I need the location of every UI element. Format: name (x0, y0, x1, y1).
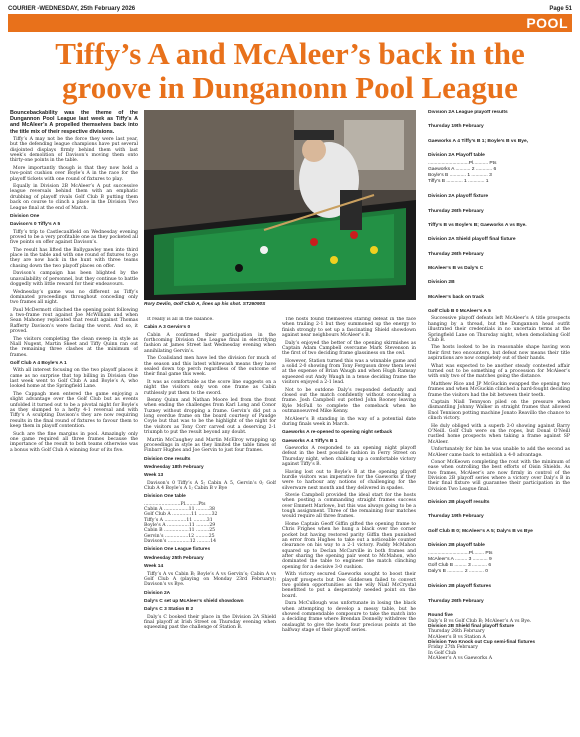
fixture-line: Friday 27th February (428, 645, 478, 651)
table-row: Daly’s B ............ 2 ........... 0 (428, 569, 488, 575)
table-row: Golf Club B ......... 3 ........... 6 (428, 563, 492, 569)
lead-paragraph: Bouncebackability was the theme of the Dungannon Pool League last week as Tiffy’s A and McAleer’s A propelled themselves back into the title mix of their respective divisions. (10, 110, 138, 135)
table-row: Tiffy’s A ...............11 .........31 (144, 517, 213, 523)
results-heading: Gaeworks A 4 Tiffy’s B 1; Boyle’s B vs Bye, (428, 138, 529, 144)
paragraph: Martin McCaughey and Martin McElroy wrapping up proceedings in style as they limited the table times of Finbarr Hughes and Joe Gervin to just four frames. (144, 437, 276, 454)
paragraph: Unfortunately for him he was unable to add the second as McAleer came back to establish a 4-0 advantage. (428, 447, 570, 458)
results-heading: Tiffy’s B vs Boyle’s B; Gaeworks A vs Bye. (428, 223, 527, 229)
subheading: Division One (10, 213, 40, 219)
results-heading: Division 2A Playoff table (428, 153, 485, 159)
results-heading: Division 2A playoff fixture (428, 194, 489, 200)
subheading: Wednesday 18th February (144, 465, 204, 470)
paragraph: More importantly though is that they now hold a two-point cushion over Boyle’s A in the race for the playoff tickets with one round of fixtures to play. (10, 165, 138, 182)
subheading: Golf Club B 0 McAleer’s A 5 (428, 309, 491, 315)
paragraph: With victory secured Gaeworks sought to boost their playoff prospects but Dee Giddersen failed to convert two golden opportunities as the wily Niall McCrystal benefitted to put a desperately needed point on the board. (282, 572, 416, 599)
fixture-line: Daly’s B vs Golf Club B; McAleer’s A vs Bye. (428, 618, 532, 624)
table-row: ..............................Pl........... Pts (428, 161, 497, 167)
fixture-line: McAleer’s B vs Station A (428, 634, 486, 640)
article-column-1 (10, 110, 138, 730)
fixture-line: Round five (428, 613, 453, 619)
paragraph: Successive playoff defeats left McAleer’s A title prospects hanging by a thread, but the Dungannon head outfit illustrated their credentials in no uncertain terms at the Springfield Lane on Thursday night, when demolishing Golf Club B. (428, 316, 570, 343)
page-header (8, 4, 572, 14)
results-heading: Division 2A Shield playoff final fixture (428, 237, 516, 243)
paragraph: However, Station turned this was a winnable game and a solid 2-0 showing from Tony Ferguson drew them level at the expense of Brian Waugh and when Hugh Ramsay squeezed out Andy Waugh in a tense deciding frame the visitors enjoyed a 2-1 lead. (282, 358, 416, 386)
results-heading: Division 2B (428, 280, 455, 286)
paragraph: Paul McDermott clinched the opening point following a two-frame rout against Joe McWilliam and when Sean Mahoney replicated that result against Thomas Rafferty Davison’s were facing the worst. And so, it proved. (10, 307, 138, 335)
paragraph: Wednesday’s game was no different as Tiffy’s dominated proceedings throughout conceding only two frames all night. (10, 289, 138, 306)
table-row: ..............................Pl........ Pts (428, 551, 493, 557)
article-column-3 (282, 317, 416, 727)
paragraph: Tiffy’s trip to Castlecaulfield on Wednesday evening proved to be a very profitable one as they pocketed all five points on offer against Davison’s. (10, 229, 138, 246)
paragraph: What was expected to be another steady contested affair turned out to be something of a procession for McAleer’s with only two of the matches going the distance. (428, 363, 570, 380)
results-heading: Thursday 26th February (428, 598, 484, 604)
results-heading: McAleer’s B vs Daly’s C (428, 266, 484, 272)
subheading: Cabin A 3 Gervin’s 0 (144, 325, 191, 331)
subheading: Wednesday 25th February (144, 555, 204, 561)
table-row: Davison’s ...............12 .........14 (144, 539, 217, 545)
paragraph: Dara McCullough was unfortunate in losing the black when attempting to develop a messy table, but he showed commendable composure to take the match into a deciding frame where Brendan Donnelly withdrew the onslaught to give the hosts four precious points at the halfway stage of their playoff series. (282, 601, 416, 633)
paragraph: Daly’s enjoyed the better of the opening skirmishes as Captain Adam Campbell overcame Mark Stevenson in the first of two deciding frame glassiness on the owl. (282, 340, 416, 357)
paragraph: The Cappagh men entered the game enjoying a slight advantage over the Golf Club but as events unfolded it turned out to be a pivotal night for Boyle’s as they slumped to a hefty 4-1 reversal and with Tiffy’s A sculpting Davison’s they are now requiring results in the final round of fixtures to favour them to keep them in playoff contention. (10, 391, 138, 429)
section-bar (8, 14, 572, 32)
playoff-table-2b (428, 551, 570, 575)
paragraph: Captain Niall Tennyson piled on the pressure when dismantling Johnny Walker in straight frames that allowed Enol Tennison potting machine Jonato Reavillo the chance to clinch victory. (428, 400, 570, 422)
results-heading: Thursday 26th February (428, 208, 484, 214)
page-number: Page 51 (549, 6, 572, 12)
paragraph: McAleer’s B standing in the way of a potential date during finals week in March. (282, 416, 416, 427)
paragraph: The hosts found themselves staring defeat in the face when trailing 2-1 but they summoned up the energy to finish strongly to set up a fascinating Shield showdown against near neighbours McAleer’s B. (282, 317, 416, 339)
table-row: Golf Club A .............11 .........32 (144, 512, 218, 518)
table-row: McAleer’s A ......... 3 ........... 9 (428, 557, 492, 563)
paragraph: Home Captain Geoff Giffin gifted the opening frame to Chris Frighes when he hung a black over the corner pocket but having restored parity Giffin then punished an error from Hughes to take out a noticeable counter clearance on his way to a 2-1 victory. Paddy McMahon squared up to Declan McCarville in both frames and after sharing the opening pair went to McMahon, who dominated the table to engineer the match clinching opening for a decisive 3-0 cushion. (282, 522, 416, 570)
subheading: Division 2A (144, 590, 171, 596)
article-column-2 (144, 317, 276, 727)
subheading: Division One table (144, 494, 186, 500)
subheading: Gaeworks A 4 Tiffy’s B 1 (282, 438, 338, 444)
subheading: Daly’s C 3 Station B 2 (144, 607, 194, 613)
paragraph: Gaeworks A responded to an opening night playoff defeat in the best possible fashion in Ferry Street on Thursday night, when chalking up a comfortable victory against Tiffy’s B. (282, 445, 416, 467)
fixture-line: In Golf Club (428, 650, 457, 656)
results-heading: Division 2B playoff fixtures (428, 584, 492, 590)
table-row: Boyle’s A ...............11 .........29 (144, 523, 216, 529)
results-heading: Thursday 19th February (428, 124, 484, 130)
subheading: Daly’s C set up McAleer’s shield showdown (144, 598, 244, 604)
paragraph: Benny Quinn and Nathan Moore led from the front when ending the challenges from Karl Long and Conor Tuzney without dropping a frame. Gervin’s did put a long overdue frame on the board courtesy of Paudge Coyle but that was to be the highlight of the night for the visitors as Tony Corr carved out a deserving 2-1 triumph to put the result beyond any doubt. (144, 398, 276, 436)
table-row: Cabin B .................11 .........25 (144, 528, 216, 534)
paragraph: The visitors completing the clean sweep in style as Niall Nugent, Martin Skeet and Tiffy Quinn ran out the remaining three clashes at the minimum of frames. (10, 336, 138, 358)
paragraph: The result has lifted the Ballygawley men into third place in the table and with one round of fixtures to go they are now back in the hunt with three teams chasing down the two playoff places on offer. (10, 247, 138, 269)
headline: Tiffy’s A and McAleer’s back in the groove in Dunganonn Pool League (55, 36, 525, 105)
publication-date: COURIER -WEDNESDAY, 25th February 2026 (8, 6, 136, 12)
photo-caption: Rory Devlin, Golf Club A, lines up his shot. ST26090S (144, 302, 266, 307)
paragraph: With all interest focusing on the two playoff places it came as no surprise that top billing in Division One last week went to Golf Club A and Boyle’s A, who looked home at the Springfield Lane. (10, 368, 138, 390)
paragraph: Daly’s C booked their place in the Division 2A Shield final playoff at Irish Street on Thursday evening when squeezing past the challenge of Station B. (144, 614, 276, 631)
fixture-line: Division Two Knock out Cup semi-final fixtures (428, 639, 536, 645)
paragraph: The Coalisland men have led the division for much of the season and this latest whitewash means they have sealed down top perch regardless of the outcome of their final game this week. (144, 356, 276, 378)
fixture-line: Thursday 26th February (428, 629, 485, 635)
results-heading: McAleer’s back on track (428, 294, 484, 300)
subheading: Division One results (144, 456, 191, 462)
subheading: Gaeworks A re-opened to opening night setback (282, 430, 392, 436)
table-row: .........................Pl.........Pts (144, 501, 206, 507)
table-row: Gervin’s ................12 .........25 (144, 533, 215, 539)
pool-photo (144, 110, 416, 300)
results-heading: Thursday 26th February (428, 251, 484, 257)
table-row: Gaeworks A ........... 2 ............ 6 (428, 167, 497, 173)
playoff-table-2a (428, 161, 570, 185)
results-heading: Division 2B playoff results (428, 500, 490, 506)
paragraph: It was as comfortable as the score line suggests on a night the visitors only won one frame as Cabin ruthlessly put them to the sword. (144, 379, 276, 396)
paragraph: Davison’s campaign has been blighted by the unavailability of personnel, but they continue to battle doggedly with little reward for their endeavours. (10, 271, 138, 287)
paragraph: Davison’s 0 Tiffy’s A 5; Cabin A 5, Gervin’s 0; Golf Club A 4 Boyle’s A 1; Cabin B v Bye (144, 480, 276, 492)
paragraph: Tiffy’s A may not be the force they were last year, but the defending league champions have put several disjointed displays firmly behind them with last week’s demolition of Davison’s moving them onto thirty-one points in the table. (10, 137, 138, 164)
subheading: Davison’s 0 Tiffy’s A 5 (10, 222, 61, 228)
paragraph: Matthew Rice and JP McGuckin swapped the opening two frames and when McGuckin clinched a hard-fought deciding frame the visitors had the bit between their teeth. (428, 381, 570, 398)
paragraph: Tiffy’s A vs Cabin B; Boyle’s A vs Gervin’s; Cabin A vs Golf Club A (playing on Monday 23rd February); Davison’s vs Bye. (144, 571, 276, 588)
paragraph: Not to be outdone Daly’s responded defiantly and closed out the match confidently without conceding a frame. Josh Campbell out potted John Rooney leaving Kyle McFall to complete the comeback when he outmanoeuvred Mike Kenny. (282, 387, 416, 415)
paragraph: Equally in Division 2B McAleer’s A put successive league reversals behind them with an emphatic drubbing of playoff rivals Golf Club B putting them back on course to clinch a place in the Division Two League final at the end of March. (10, 184, 138, 211)
paragraph: Such are the fine margins in pool. Amazingly only one game required all three frames because the importance of the result to both teams otherwise was a bonus with Golf Club A winning four of its five. (10, 431, 138, 453)
fixture-line: McAleer’s A vs Gaeworks A (428, 655, 493, 661)
results-heading: Thursday 19th February (428, 514, 484, 520)
fixture-line: Division 2B Shield final playoff fixture (428, 623, 515, 629)
table-row: Cabin A .................11 .........38 (144, 507, 215, 513)
results-column (428, 110, 570, 730)
paragraph: The hosts looked to be in reasonable shape having won their first two encounters, but defeat now means their title aspirations are now completely out of their hands. (428, 345, 570, 362)
subheading: Division One League fixtures (144, 547, 211, 553)
paragraph: Having lost out to Boyle’s B at the opening playoff hurdle visitors was imperative for the Gaeworks if they were to harbour any notions of challenging for the silverware next month and they delivered in spades. (282, 469, 416, 491)
paragraph: He duly obliged with a superb 2-0 showing against Barry O’Neill. Golf Club were on the ropes, but Donal O’Neill rustled home prospects when taking a frame against SP McAleer. (428, 423, 570, 445)
subheading: Week 14 (144, 564, 164, 570)
results-heading: Division 2A League playoff results (428, 110, 508, 115)
subheading: Week 13 (144, 473, 164, 479)
subheading: Golf Club A 4 Boyle’s A 1 (10, 361, 67, 367)
paragraph: Conor McKeown completing the rout with the minimum of ease when outrolling the best efforts of Oisin Shields. As two frames, McAleer’s are now firmly in control of the Division 2B playoff series where a victory over Daly’s B in their final fixture will guarantee their participation in the Division Two League final. (428, 460, 570, 492)
results-heading: Division 2B playoff table (428, 543, 485, 549)
pool-table-image (144, 110, 416, 300)
paragraph: Stevie Campbell provided the ideal start for the hosts when posting a commanding straight frames success over Emmett Marlowe, but this was always going to be a tough assignment. Three of the remaining four matches would require all three frames. (282, 493, 416, 520)
section-title: POOL (526, 15, 568, 31)
paragraph: Cabin A confirmed their participation in the forthcoming Division One League final in electrifying fashion at James Street last Wednesday evening when annihilating Gervin’s. (144, 332, 276, 354)
paragraph: It really is all in the balance. (147, 317, 214, 322)
results-heading: Golf Club B 0; McAleer’s A 5; Daly’s B vs Bye (428, 528, 533, 534)
table-row: Tiffy’s B ............ 1 ............ 1 (428, 179, 489, 185)
table-row: Boyle’s B ............ 1 ............ 3 (428, 173, 492, 179)
